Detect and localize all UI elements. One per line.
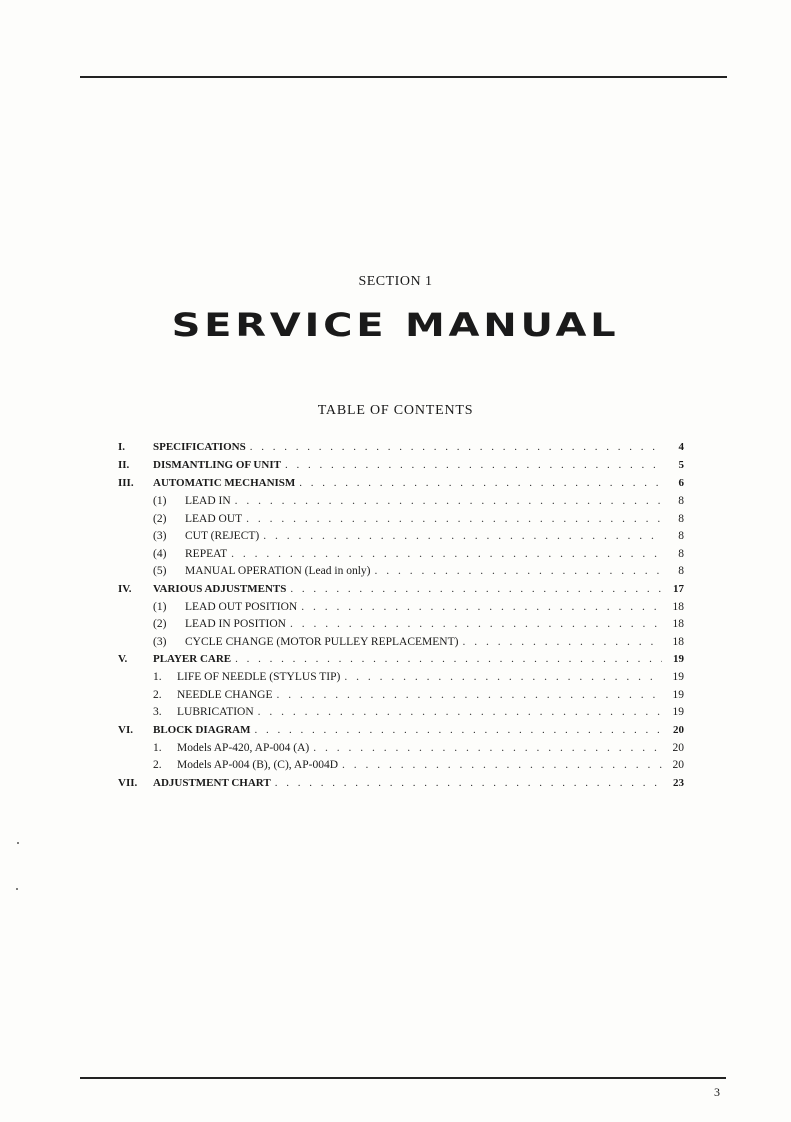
toc-entry-label: DISMANTLING OF UNIT (153, 459, 281, 471)
toc-leader-dots (263, 530, 662, 542)
toc-entry-page: 19 (672, 706, 684, 718)
toc-leader-dots (254, 724, 662, 736)
toc-entry-label: PLAYER CARE (153, 653, 232, 665)
toc-entry (118, 742, 684, 760)
toc-entry-number: IV. (118, 582, 132, 595)
toc-entry-page: 18 (672, 635, 684, 648)
toc-entry-number: 2. (153, 688, 162, 701)
toc-entry-label: REPEAT (185, 547, 228, 560)
toc-entry-number: 1. (153, 741, 162, 754)
toc-entry-page: 17 (673, 582, 684, 595)
toc-entry-label: BLOCK DIAGRAM (153, 723, 251, 736)
toc-entry (118, 513, 684, 531)
toc-leader-dots (258, 706, 662, 718)
toc-entry-label: VARIOUS ADJUSTMENTS (153, 582, 287, 595)
toc-leader-dots (235, 653, 662, 665)
toc-entry-label: MANUAL OPERATION (Lead in only) (185, 565, 371, 577)
toc-entry-number: (3) (153, 635, 167, 648)
toc-entry (118, 706, 684, 724)
toc-entry (118, 477, 684, 495)
toc-leader-dots (290, 583, 662, 595)
toc-entry-number: (3) (153, 530, 167, 542)
toc-entry (118, 689, 684, 707)
toc-entry-page: 8 (678, 495, 684, 507)
scan-speck (16, 888, 18, 890)
toc-entry-label: Models AP-004 (B), (C), AP-004D (177, 759, 339, 771)
toc-entry (118, 671, 684, 689)
toc-entry (118, 459, 684, 477)
toc-leader-dots (275, 777, 662, 789)
toc-leader-dots (299, 477, 662, 489)
page-number: 3 (714, 1085, 720, 1099)
toc-entry-number: (4) (153, 547, 167, 560)
toc-leader-dots (246, 513, 662, 525)
toc-entry (118, 601, 684, 619)
table-of-contents (118, 441, 684, 795)
toc-entry-number: (2) (153, 618, 167, 630)
toc-entry-label: Models AP-420, AP-004 (A) (177, 741, 310, 754)
toc-leader-dots (235, 495, 662, 507)
toc-entry-number: 2. (153, 759, 162, 771)
toc-entry-number: (2) (153, 512, 167, 525)
toc-entry-label: SPECIFICATIONS (153, 441, 246, 453)
toc-leader-dots (313, 742, 662, 754)
toc-entry-label: LEAD IN (185, 495, 231, 507)
toc-entry (118, 724, 684, 742)
toc-leader-dots (342, 759, 662, 771)
section-label: SECTION 1 (358, 274, 433, 289)
toc-entry-page: 8 (678, 547, 684, 560)
toc-entry-label: LEAD OUT (185, 512, 243, 525)
toc-entry-page: 18 (672, 618, 684, 630)
toc-entry-label: LIFE OF NEEDLE (STYLUS TIP) (177, 671, 341, 683)
toc-entry-label: LUBRICATION (177, 706, 254, 718)
toc-entry (118, 583, 684, 601)
manual-title: SERVICE MANUAL (171, 306, 620, 344)
toc-entry-number: V. (118, 653, 128, 665)
toc-entry (118, 777, 684, 795)
toc-entry-label: AUTOMATIC MECHANISM (153, 477, 296, 489)
toc-leader-dots (344, 671, 662, 683)
toc-leader-dots (290, 618, 662, 630)
toc-entry-number: I. (118, 441, 126, 453)
toc-entry-number: VI. (118, 723, 133, 736)
toc-entry-page: 8 (678, 512, 684, 525)
toc-entry-label: LEAD OUT POSITION (185, 600, 298, 613)
scan-speck (17, 842, 19, 844)
toc-entry (118, 495, 684, 513)
toc-leader-dots (231, 548, 662, 560)
toc-entry-label: LEAD IN POSITION (185, 618, 286, 630)
toc-entry (118, 548, 684, 566)
toc-entry-label: CUT (REJECT) (185, 530, 260, 542)
toc-entry-label: NEEDLE CHANGE (177, 688, 273, 701)
toc-entry-page: 18 (672, 600, 684, 613)
toc-entry (118, 441, 684, 459)
toc-leader-dots (462, 636, 662, 648)
toc-leader-dots (277, 689, 663, 701)
toc-entry-page: 8 (678, 565, 684, 577)
top-rule (80, 76, 727, 78)
bottom-rule (80, 1077, 726, 1079)
toc-entry-number: III. (118, 477, 134, 489)
toc-heading: TABLE OF CONTENTS (317, 403, 474, 418)
toc-entry (118, 653, 684, 671)
toc-entry (118, 618, 684, 636)
toc-entry-number: (1) (153, 600, 167, 613)
toc-entry (118, 636, 684, 654)
toc-entry-page: 4 (678, 441, 684, 453)
toc-entry-page: 20 (672, 741, 684, 754)
toc-entry-number: 3. (153, 706, 162, 718)
toc-entry (118, 759, 684, 777)
toc-entry (118, 530, 684, 548)
toc-entry-page: 8 (678, 530, 684, 542)
toc-entry-page: 19 (672, 671, 684, 683)
toc-leader-dots (250, 441, 662, 453)
toc-entry-number: (5) (153, 565, 167, 577)
toc-entry-page: 20 (672, 759, 684, 771)
toc-entry-page: 6 (678, 477, 684, 489)
toc-entry-page: 19 (673, 653, 684, 665)
toc-entry-number: II. (118, 459, 130, 471)
toc-entry-label: ADJUSTMENT CHART (153, 776, 271, 789)
toc-entry-number: VII. (118, 776, 138, 789)
toc-leader-dots (374, 565, 662, 577)
toc-leader-dots (301, 601, 662, 613)
toc-entry-label: CYCLE CHANGE (MOTOR PULLEY REPLACEMENT) (185, 635, 459, 648)
toc-entry-page: 23 (673, 776, 684, 789)
toc-entry-page: 20 (673, 723, 684, 736)
toc-entry-number: 1. (153, 671, 162, 683)
toc-entry-number: (1) (153, 495, 167, 507)
toc-entry-page: 5 (678, 459, 684, 471)
toc-leader-dots (285, 459, 662, 471)
toc-entry-page: 19 (672, 688, 684, 701)
toc-entry (118, 565, 684, 583)
